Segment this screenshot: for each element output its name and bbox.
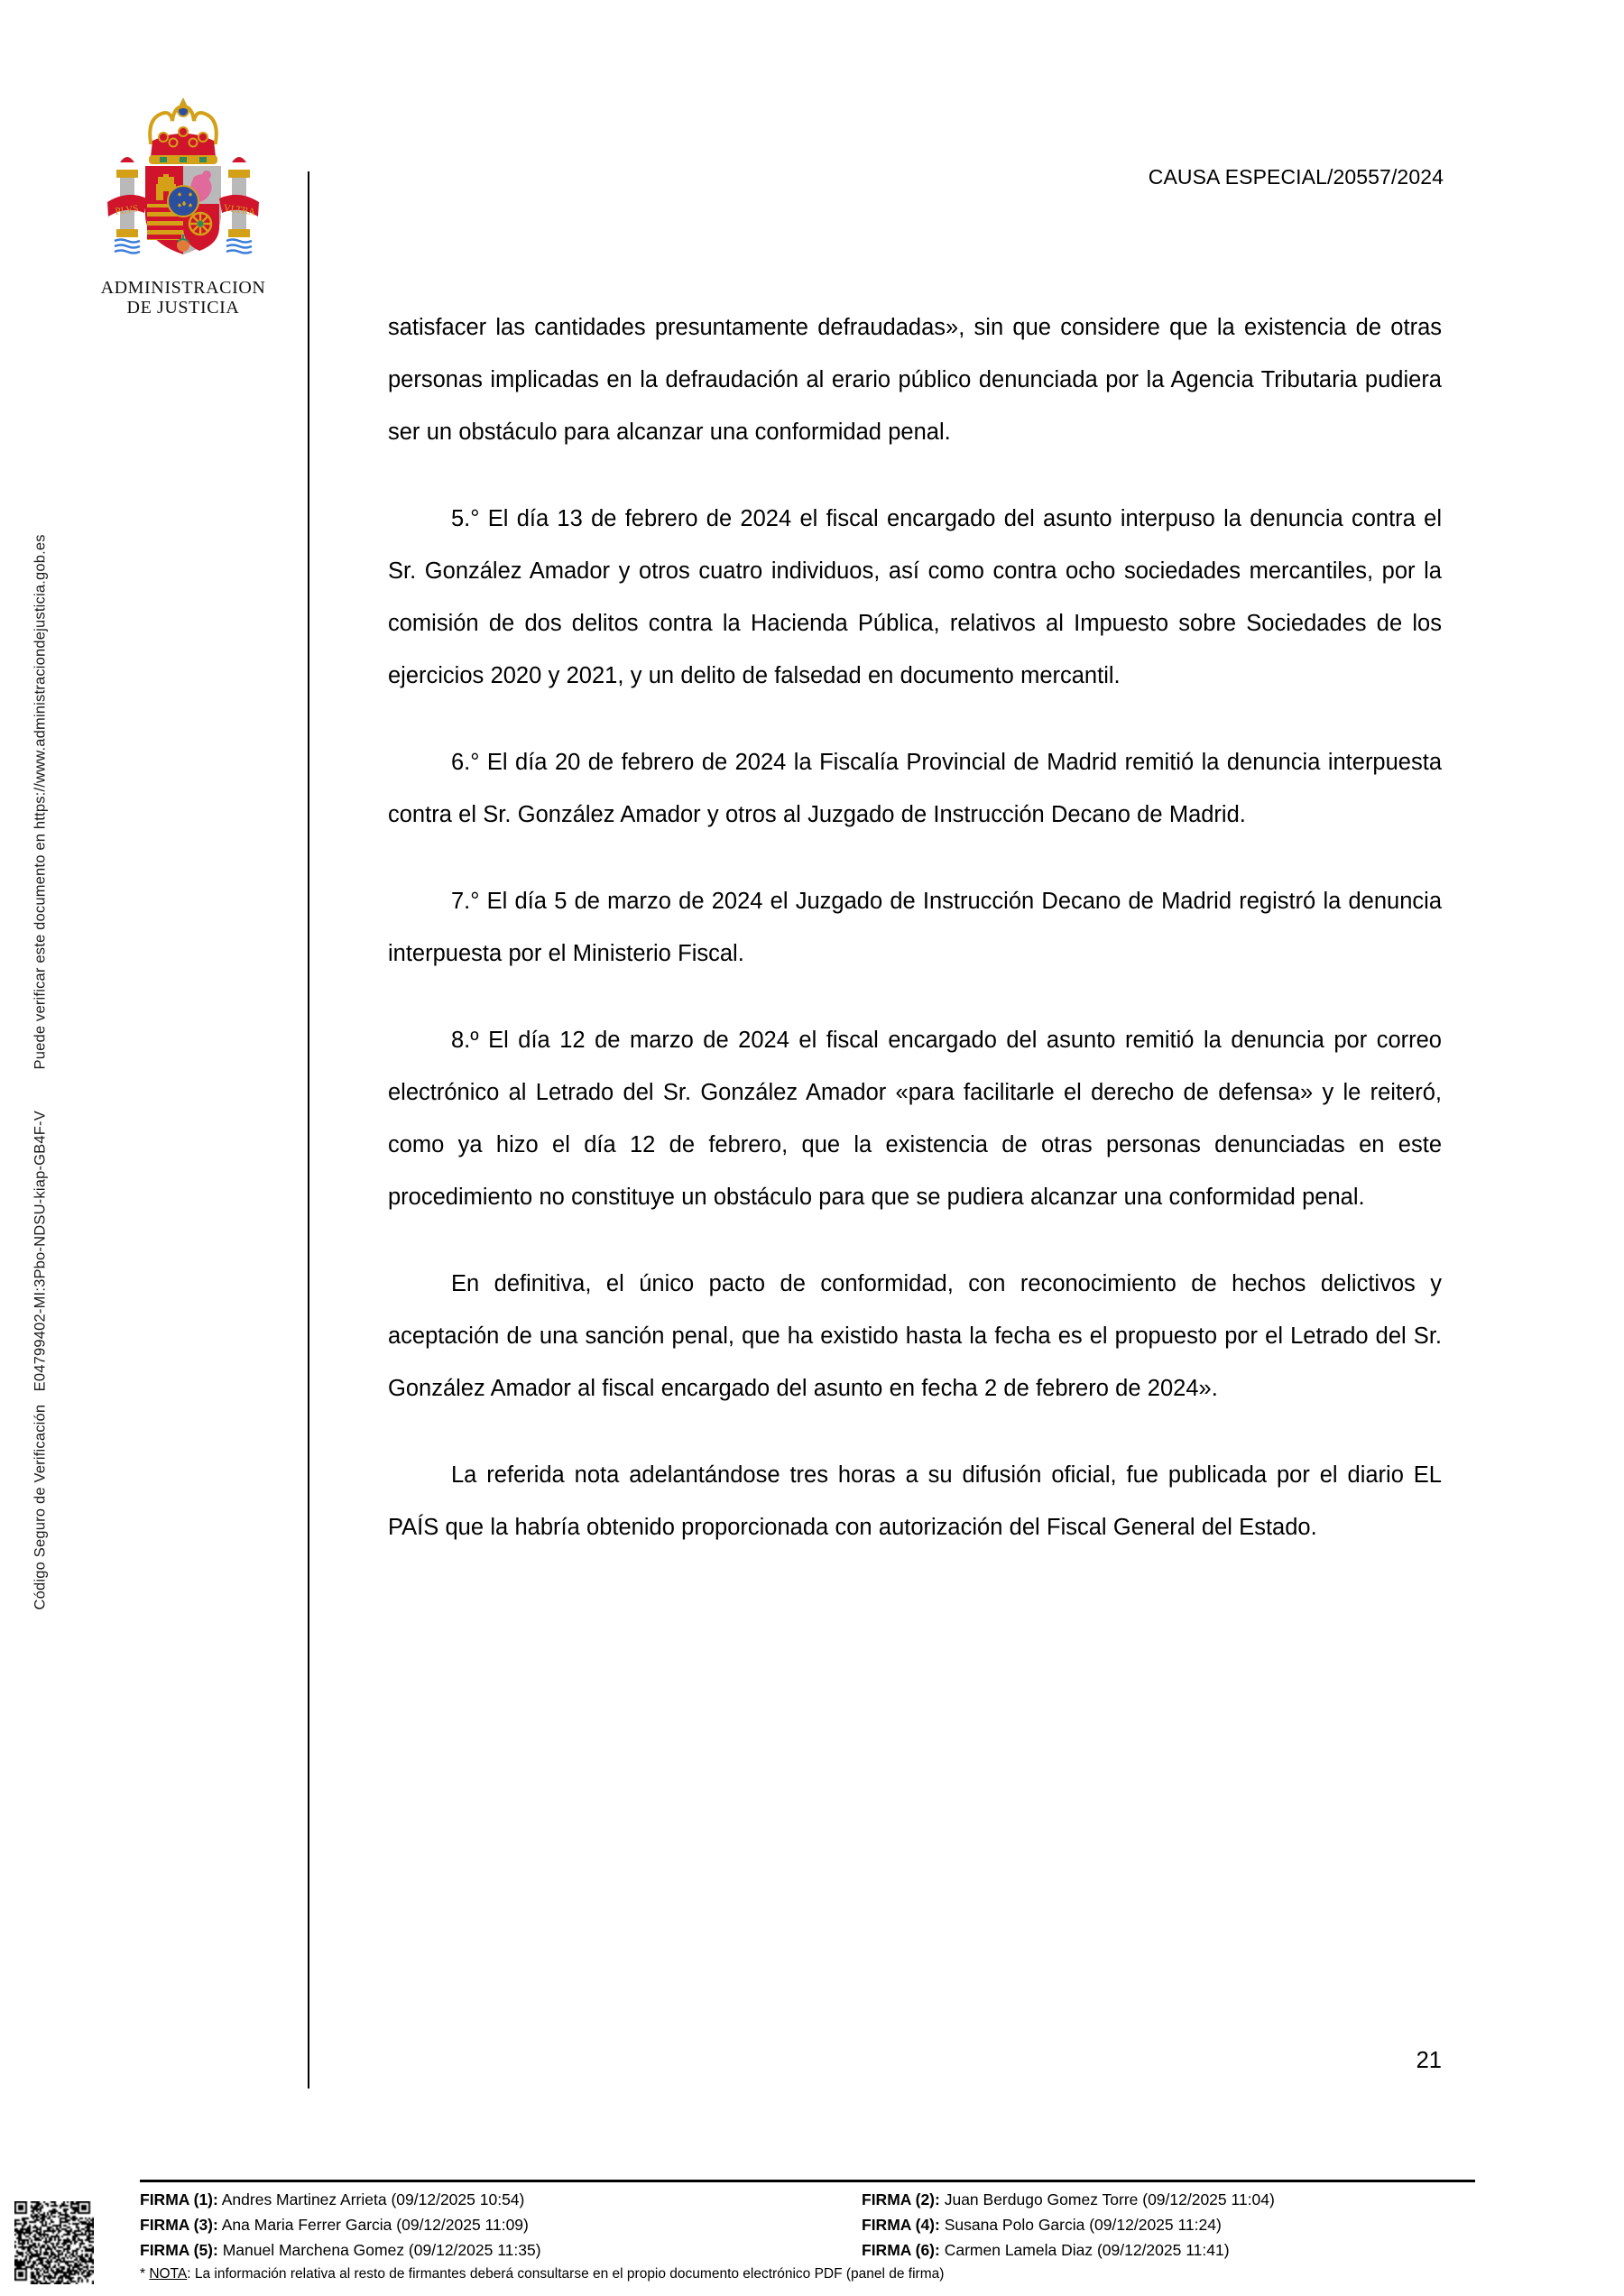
note-asterisk: *: [140, 2266, 146, 2282]
signature-row: [862, 2189, 1484, 2211]
case-reference-header: CAUSA ESPECIAL/20557/2024: [1148, 165, 1444, 189]
footer-note: [140, 2264, 1484, 2283]
signature-value: Ana Maria Ferrer Garcia (09/12/2025 11:09): [221, 2216, 529, 2234]
note-keyword: NOTA: [149, 2266, 188, 2282]
margin-vertical-rule: [308, 171, 309, 2089]
emblem-caption-line-2: DE JUSTICIA: [126, 298, 240, 318]
csv-value: E04799402-MI:3Pbo-NDSU-kiap-GB4F-V: [32, 1111, 49, 1392]
document-body: [388, 301, 1442, 1588]
paragraph-en-definitiva: En definitiva, el único pacto de conformidad, con reconocimiento de hechos delictivos y aceptación de una sanción penal, que ha existido hasta la fecha es el propuesto por el Letrado del Sr. González Amador al fiscal encargado del asunto en fecha 2 de febrero de 2024».: [388, 1271, 1442, 1401]
paragraph-7: 7.° El día 5 de marzo de 2024 el Juzgado de Instrucción Decano de Madrid registró la denuncia interpuesta por el Ministerio Fiscal.: [388, 889, 1442, 966]
signature-row: [862, 2239, 1484, 2262]
spain-coat-of-arms-icon: [93, 87, 273, 276]
verification-code-text: [32, 95, 50, 2079]
svg-text:PLVS: PLVS: [114, 203, 140, 217]
signature-row: [862, 2214, 1484, 2236]
page-number: 21: [1416, 2048, 1442, 2073]
signature-value: Susana Polo Garcia (09/12/2025 11:24): [944, 2216, 1222, 2234]
paragraph-6: 6.° El día 20 de febrero de 2024 la Fiscalía Provincial de Madrid remitió la denuncia interpuesta contra el Sr. González Amador y otros al Juzgado de Instrucción Decano de Madrid.: [388, 750, 1442, 827]
signature-row: [140, 2214, 862, 2236]
paragraph-5: 5.° El día 13 de febrero de 2024 el fiscal encargado del asunto interpuso la denuncia contra el Sr. González Amador y otros cuatro individuos, así como contra ocho sociedades mercantiles, por la comisión de dos delitos contra la Hacienda Pública, relativos al Impuesto sobre Sociedades de los ejercicios 2020 y 2021, y un delito de falsedad en documento mercantil.: [388, 506, 1442, 688]
signature-value: Andres Martinez Arrieta (09/12/2025 10:54): [221, 2190, 525, 2208]
signature-label: FIRMA (1):: [140, 2190, 218, 2208]
footer-divider: [140, 2180, 1475, 2182]
note-text: : La información relativa al resto de firmantes deberá consultarse en el propio documento electrónico PDF (panel de firma): [187, 2266, 945, 2282]
paragraph-nota-referida: La referida nota adelantándose tres horas a su difusión oficial, fue publicada por el diario EL PAÍS que la habría obtenido proporcionada con autorización del Fiscal General del Estado.: [388, 1462, 1442, 1540]
csv-label: Código Seguro de Verificación: [32, 1404, 49, 1610]
signature-label: FIRMA (4):: [862, 2216, 940, 2234]
signature-label: FIRMA (3):: [140, 2216, 218, 2234]
signature-value: Carmen Lamela Diaz (09/12/2025 11:41): [944, 2241, 1230, 2259]
emblem-caption-line-1: ADMINISTRACION: [100, 278, 266, 298]
paragraph-continuation: satisfacer las cantidades presuntamente defraudadas», sin que considere que la existencia de otras personas implicadas en la defraudación al erario público denunciada por la Agencia Tributaria pudiera ser un obstáculo para alcanzar una conformidad penal.: [388, 315, 1442, 445]
signature-row: [140, 2189, 862, 2211]
signature-footer: [0, 2172, 1624, 2296]
signature-value: Manuel Marchena Gomez (09/12/2025 11:35): [222, 2241, 541, 2259]
signature-list: [140, 2189, 1484, 2283]
signature-label: FIRMA (5):: [140, 2241, 218, 2259]
svg-text:VLTRA: VLTRA: [222, 202, 256, 218]
paragraph-8: 8.º El día 12 de marzo de 2024 el fiscal encargado del asunto remitió la denuncia por correo electrónico al Letrado del Sr. González Amador «para facilitarle el derecho de defensa» y le reiteró, como ya hizo el día 12 de febrero, que la existencia de otras personas denunciadas en este procedimiento no constituye un obstáculo para que se pudiera alcanzar una conformidad penal.: [388, 1028, 1442, 1210]
signature-label: FIRMA (2):: [862, 2190, 940, 2208]
qr-code: [14, 2201, 94, 2284]
verify-url-text: Puede verificar este documento en https://www.administraciondejusticia.gob.es: [32, 534, 49, 1070]
signature-label: FIRMA (6):: [862, 2241, 940, 2259]
coat-of-arms-block: [79, 87, 287, 318]
signature-value: Juan Berdugo Gomez Torre (09/12/2025 11:04): [944, 2190, 1275, 2208]
verification-sidebar: [0, 0, 63, 2165]
signature-row: [140, 2239, 862, 2262]
